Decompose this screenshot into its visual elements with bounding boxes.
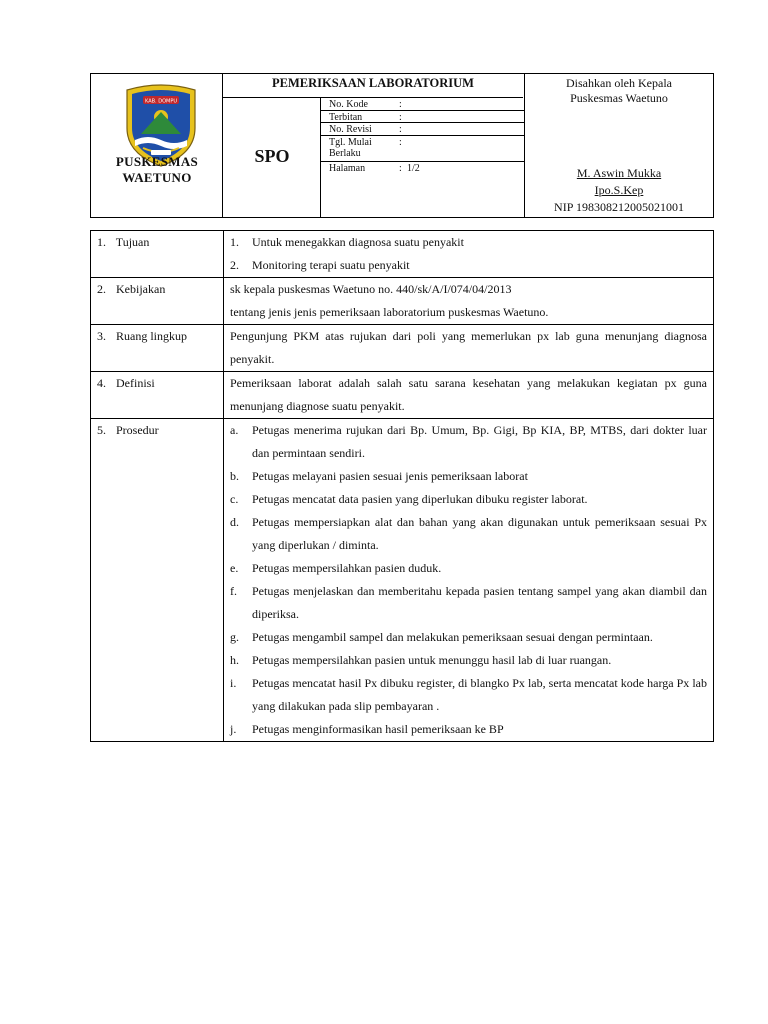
section-content [224, 231, 714, 278]
item-text: Petugas mempersilahkan pasien untuk menunggu hasil lab di luar ruangan. [252, 653, 612, 667]
item-marker: h. [230, 653, 239, 667]
item-marker: b. [230, 469, 239, 483]
item-marker: 2. [230, 258, 239, 272]
approval-text [525, 76, 713, 106]
list-item [230, 718, 707, 741]
section-row-kebijakan [91, 278, 714, 325]
item-text: Petugas mencatat data pasien yang diperlukan dibuku register laborat. [252, 492, 588, 506]
section-number: 4. [97, 376, 106, 390]
meta-value: 1/2 [407, 163, 420, 174]
org-name-line2: WAETUNO [122, 170, 192, 185]
list-item [230, 580, 707, 626]
signer-nip: NIP 198308212005021001 [554, 200, 684, 214]
emblem-banner-text: KAB. DOMPU [145, 98, 177, 105]
meta-colon: : [399, 124, 402, 135]
list-item [230, 254, 707, 277]
item-marker: a. [230, 423, 239, 437]
spo-header [90, 73, 714, 218]
item-marker: i. [230, 676, 237, 690]
section-title: Definisi [116, 376, 155, 390]
list-item [230, 488, 707, 511]
item-marker: g. [230, 630, 239, 644]
item-text: Petugas melayani pasien sesuai jenis pemeriksaan laborat [252, 469, 528, 483]
section-number: 3. [97, 329, 106, 343]
item-text: Petugas menjelaskan dan memberitahu kepada pasien tentang sampel yang akan diambil dan diperiksa. [252, 584, 707, 621]
section-label [91, 372, 224, 419]
spo-cell [223, 98, 321, 217]
list-item [230, 231, 707, 254]
item-text: Petugas menerima rujukan dari Bp. Umum, Bp. Gigi, Bp KIA, BP, MTBS, dari dokter luar dan permintaan sendiri. [252, 423, 707, 460]
section-label [91, 278, 224, 325]
procedure-table [90, 230, 714, 742]
list-item [230, 465, 707, 488]
item-text: Monitoring terapi suatu penyakit [252, 258, 410, 272]
section-number: 1. [97, 235, 106, 249]
meta-row-halaman [321, 162, 525, 175]
section-title: Prosedur [116, 423, 159, 437]
section-label [91, 419, 224, 742]
section-label [91, 231, 224, 278]
meta-row-tgl-mulai [321, 136, 525, 162]
document-title: PEMERIKSAAN LABORATORIUM [223, 74, 523, 98]
section-label [91, 325, 224, 372]
section-row-tujuan [91, 231, 714, 278]
approval-line2: Puskesmas Waetuno [570, 91, 668, 105]
spo-label: SPO [254, 146, 290, 166]
item-marker: f. [230, 584, 237, 598]
section-title: Kebijakan [116, 282, 166, 296]
section-content [224, 372, 714, 419]
item-text: Petugas mempersiapkan alat dan bahan yang akan digunakan untuk pemeriksaan sesuai Px yang diperlukan / diminta. [252, 515, 707, 552]
item-text: Petugas mencatat hasil Px dibuku register, di blangko Px lab, serta mencatat kode harga Px lab yang dilakukan pada slip pembayaran . [252, 676, 707, 713]
item-text: Petugas mempersilahkan pasien duduk. [252, 561, 442, 575]
content-line: Pemeriksaan laborat adalah salah satu sarana kesehatan yang melakukan kegiatan px guna menunjang diagnose suatu penyakit. [230, 376, 707, 413]
signer-name: M. Aswin Mukka [576, 166, 662, 180]
section-row-definisi [91, 372, 714, 419]
section-number: 2. [97, 282, 106, 296]
approval-block [525, 74, 713, 217]
item-marker: e. [230, 561, 239, 575]
meta-row-terbitan [321, 111, 525, 123]
list-item [230, 511, 707, 557]
section-content [224, 419, 714, 742]
org-name-line1: PUSKESMAS [115, 154, 199, 169]
meta-colon: : [399, 137, 402, 148]
section-row-ruang-lingkup [91, 325, 714, 372]
logo-cell [91, 74, 223, 217]
meta-colon: : [399, 112, 402, 123]
list-item [230, 626, 707, 649]
approval-line1: Disahkan oleh Kepala [566, 76, 672, 90]
content-line: Pengunjung PKM atas rujukan dari poli yang memerlukan px lab guna menunjang diagnosa penyakit. [230, 329, 707, 366]
section-content [224, 325, 714, 372]
item-marker: 1. [230, 235, 239, 249]
meta-row-revisi [321, 123, 525, 136]
meta-key: Halaman [329, 163, 366, 174]
meta-key: Terbitan [329, 112, 363, 123]
meta-row-kode [321, 98, 525, 111]
section-number: 5. [97, 423, 106, 437]
content-line: tentang jenis jenis pemeriksaan laboratorium puskesmas Waetuno. [230, 305, 549, 319]
section-content [224, 278, 714, 325]
title-block [223, 74, 525, 217]
list-item [230, 672, 707, 718]
section-title: Tujuan [115, 235, 150, 249]
meta-colon: : [399, 99, 402, 110]
item-marker: j. [230, 722, 237, 736]
item-marker: d. [230, 515, 239, 529]
signer-title: Ipo.S.Kep [594, 183, 644, 197]
section-row-prosedur [91, 419, 714, 742]
item-text: Petugas mengambil sampel dan melakukan pemeriksaan sesuai dengan permintaan. [252, 630, 653, 644]
section-title: Ruang lingkup [116, 329, 187, 343]
item-text: Petugas menginformasikan hasil pemeriksaan ke BP [252, 722, 504, 736]
item-text: Untuk menegakkan diagnosa suatu penyakit [252, 235, 464, 249]
meta-key: No. Revisi [329, 124, 372, 135]
list-item [230, 557, 707, 580]
list-item [230, 419, 707, 465]
list-item [230, 649, 707, 672]
content-line: sk kepala puskesmas Waetuno no. 440/sk/A/I/074/04/2013 [230, 282, 512, 296]
meta-key: Tgl. Mulai Berlaku [329, 137, 372, 159]
item-marker: c. [230, 492, 239, 506]
meta-colon: : [399, 163, 402, 174]
meta-key: No. Kode [329, 99, 368, 110]
